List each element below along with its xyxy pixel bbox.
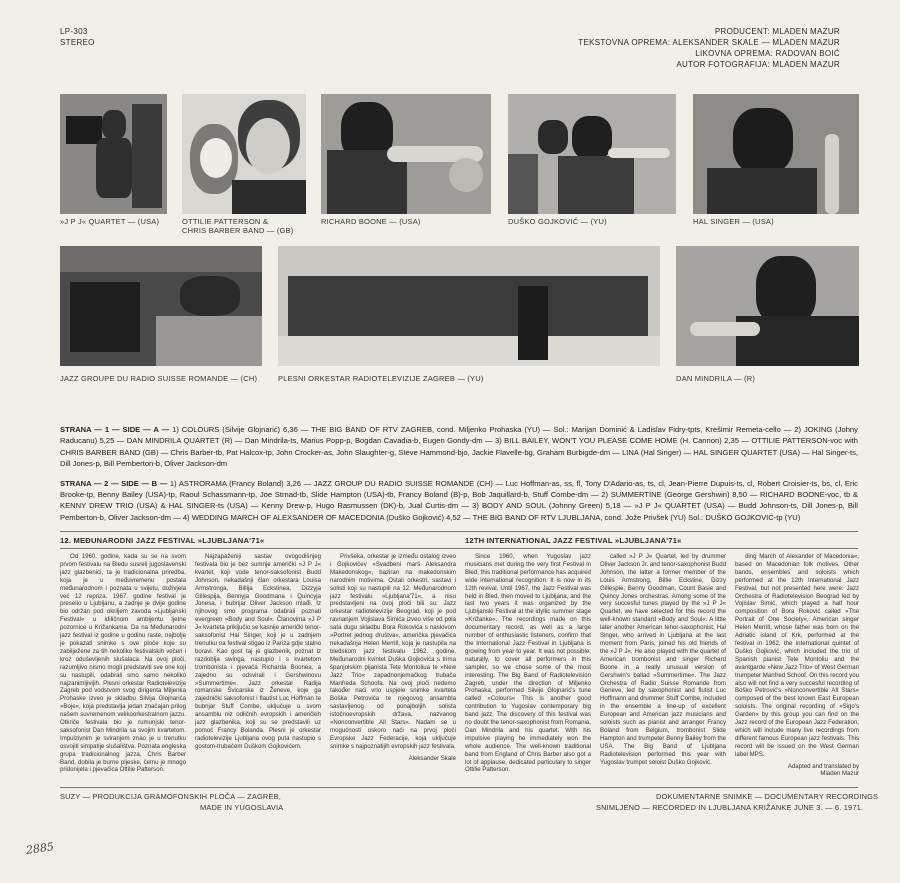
recording-line: SNIMLJENO — RECORDED IN LJUBLJANA KRIŽANKE JUNE 3. — 6. 1971. xyxy=(596,802,864,812)
notes-text: ding March of Alexander of Macedonia«, based on Macedonian folk motives. Other bands, ensembles and soloists which performed at the 12th International Jazz Festival, but not presented here were: Jazz Orchestra of Radiotelevision Beograd led by Vojislav Simić, which played a half hour composition of Bora Roković called »The Portrait of One Society«, American singer Helen Merrill, whose father was born on the Adriatic island of Krk, performed at the festival in 1962, the international quintet of Duško Gojković, which included the trio of Spanish pianist Tete Montoliu and the avantgarde »New Jazz Trio« of West German trumpeter Manfred Schoof. On this record you also will not find a very succesful recording of Boško Petrović's »Nonconvertible All Stars« composed of the best known East European soloists. The original recording of »Sigo's Garden« by this group you can find on the Jazz record of the European Jazz Federation, which will include many live recordings from different famous European jazz festivals. This record will be issued on the West German label MPS. xyxy=(735,553,859,758)
photo-caption: JAZZ GROUPE DU RADIO SUISSE ROMANDE — (CH) xyxy=(60,374,258,383)
translator-name: Mladen Mazur xyxy=(820,770,859,778)
photo-caption: DUŠKO GOJKOVIĆ — (YU) xyxy=(508,217,607,226)
photo-caption: PLESNI ORKESTAR RADIOTELEVIZIJE ZAGREB — (YU) xyxy=(278,374,484,383)
credit-line: PRODUCENT: MLADEN MAZUR xyxy=(714,27,840,36)
notes-column-5 xyxy=(600,553,726,781)
notes-column-1 xyxy=(60,553,186,781)
notes-column-2 xyxy=(195,553,321,781)
handwritten-number: 2885 xyxy=(25,840,55,857)
label-line: MADE IN YUGOSLAVIA xyxy=(200,802,284,812)
translator-line: Adapted and translated by xyxy=(787,762,859,770)
notes-text: Privšeka, orkestar je između ostalog izveo i Gojkovićev »Svadbeni marš Aleksandra Makedonskog«, baziran na makedonskim narodnim motivima. Ostali orkestri, sastavi i solisti koji su nastupili na 12. Međunarodnom jazz festivalu »Ljubljana'71«, a nisu predstavljeni na ovoj ploči bili su: Jazz orkestar radiotelevizije Beograd, koji je pod ravnanjem Vojislava Simića izveo više od pola sata dugu skladbu Bora Rokovića s naslovom »Portret jednog društva«, američka pjevačica nekadašnja Helen Merrill, koja je nastupila na bledskom jazz festivalu 1962. godine, Međunarodni kvintet Duška Gojkovića s trima španjolskim pijanista Tete Montoliua te »New Jazz Trio« zapadnonjemačkog trubača Manfreda Schoofa. Na ovoj ploči nedemo također naći vrlo uspjele snimke kvarteta Boška Petrovića te njegovog ansambla sastavljenog od ponajboljih solista istočnoevropskih država, nazvanog »Nonconvertible All Stars«. Nadam se u mogućnosti uskoro naći na prvoj ploči Evropske Jazz Federacije, koja uključuje snimke s najpoznatijih evropskih jazz festivala. xyxy=(330,553,456,750)
catalog-info xyxy=(60,26,95,48)
side-a xyxy=(60,424,858,470)
label-info xyxy=(60,792,283,813)
notes-text: Since 1960, when Yugoslav jazz musicians met during the very first Festival in Bled, this traditional performance has acquired wide international recognition. It is now in its 12th revival. Until 1967, the Jazz Festival was held in Bled, then moved to Ljubljana, and the last two years it was organized by the Ljubljanski Festival at the idyllic summer stage »Križanke«. The recordings made on this documentary record, as well as a large number of enthusiastic listeners, confirm that the International Jazz Festival in Ljubljana is growing from year to year. It was not possible, naturally, to cover all performers in this sampler, so we chose some of the most interesting. The Big Band of Radiotelevision Zagreb, under the direction of Miljenko Prohaska, performed Silvije Glojnarić's tune called »Colours« This is another good contribution to Yugoslav contemporary big band jazz. The discovery of this festival was no doubt the tenor-saxophonist from Romania, Dan Mindrila and his quartet. With his impulsive playing he immediately won the whole audience. The well-known traditional band from England of Chris Barber also got a lot of applause, dedicated particulary to singer Ottilie Patterson. xyxy=(465,553,591,774)
side-a-label: STRANA — 1 — SIDE — A — xyxy=(60,425,170,434)
photo-dan-mindrila xyxy=(676,246,859,366)
divider xyxy=(60,787,858,788)
author-signature: Aleksander Skale xyxy=(408,754,456,762)
catalog-number: LP-303 xyxy=(60,27,88,36)
track: 2) SUMMERTINE (George Gershwin) 8,50 — RICHARD BOONE-voc, tb & KENNY DREW TRIO (USA) & HAL SINGER-ts (USA) — Kenny Drew-p, Hugo Rasmussen (DK)-b, Jual Curtis-dm — xyxy=(60,490,858,511)
side-b-label: STRANA — 2 — SIDE — B — xyxy=(60,478,168,488)
photo-plesni-orkestar-zagreb xyxy=(278,246,660,366)
credit-line: LIKOVNA OPREMA: RADOVAN BOIĆ xyxy=(695,49,840,58)
track: 3) BODY AND SOUL (Johnny Green) 5,18 — »J P J« QUARTET (USA) — Budd Johnson-ts, Dill Jones-p, Bill Pemberton-b, Oliver Jackson-dm — xyxy=(60,501,858,522)
notes-text: Najzapaženiji sastav ovogodišnjeg festivala bio je bez sumnje američki »J P J« kvartet, koji vode tenor-saksofonist Budd Johnson, nekadašnji član orkestara Louisa Armstronga, Billija Eckstinea, Dizzyja Gillespija, Bennyja Goodmana i Quincyja Jonesa, i bubnjar Oliver Jackson mlađi. Iz njihovog smo programa odabrali poznati evergreen »Body and Soul«. Članovima »J P J« kvarteta priključio se kasnije američki tenor-saksofonist Hal Singer, koji je u zadnjem trenutku na festival stigao iz Pariza gdje stalno boravi. Kao gost taj je glazbenik, poznat iz razdoblja swinga, nastupio i s kvartetom trombonista i pjevača Richarda Boonea, a zajedno su odsvirali i Gershwinovu »Summertime«. Jazz orkestar Radija romanske Švicarske iz Ženeve, koje ga zajednički saksofonist i flautist Luc Hoffman te bubnjar Stuff Combe, uključuje u svom ansamblu niz odličnih evropskih i američkih jazz glazbenika, koji su se predstavili uz pomoć Francy Bolanda. Plesni je orkestar radiotelevizije Ljubljana ovog puta nastupio s gostom-trubačem Duškom Gojkovićem. xyxy=(195,553,321,750)
photo-jpj-quartet xyxy=(60,94,167,214)
label-line: SUZY — PRODUKCIJA GRAMOFONSKIH PLOČA — ZAGREB, xyxy=(60,792,281,801)
track: LINA (Hal Singer) — HAL SINGER QUARTET (USA) — Hal Singer-ts, Dill Jones-p, Bill Pemberton-b, Oliver Jackson-dm xyxy=(60,447,858,469)
credit-line: TEKSTOVNA OPREMA: ALEKSANDER SKALE — MLADEN MAZUR xyxy=(578,38,840,47)
divider xyxy=(60,548,858,549)
credit-line: AUTOR FOTOGRAFIJA: MLADEN MAZUR xyxy=(676,60,840,69)
notes-title-english: 12TH INTERNATIONAL JAZZ FESTIVAL »LJUBLJANA'71« xyxy=(465,536,682,545)
photo-richard-boone xyxy=(321,94,491,214)
notes-text: called »J P J« Quartet, led by drummer Oliver Jackson Jr. and tenor-saxophonist Budd Johnson, the latter a former member of the Louis Armstrong, Billie Eckstine, Dizzy Gillespie, Benny Goodman, Count Basie and Quincy Jones orchestras. Among some of the very succesful tunes played by the »J P J« Quartet, we have selected for this record the well-known standard »Body and Soul«. A little later another American tenor-saxophonist, Hal Singer, who arrived in Ljubljana at the last moment from Paris, joined his old friends of the »J P J«. He also played with the quartet of American trombonist and singer Richard Boone in a really unusual version of Gershwin's ballad »Summertime«. The Jazz Orchestra of Radio Suisse Romande from Geneve, led by saxophonist and flutist Luc Hoffmann and drummer Stuff Combe, included in the ensemble a line-up of excellent European and American jazz musicians and soloists such as pianist and arranger Francy Boland from Belgium, trombonist Slide Hampton and trumpeter Benny Bailey from the USA. The Big Band of Ljubljana Radiotelevision performed this year with Yugoslav trumpet soloist Duško Gojković. xyxy=(600,553,726,766)
track: 3) BILL BAILEY, WON'T YOU PLEASE COME HOME (H. Cannon) 2,35 — OTTILIE PATTERSON-voc with CHRIS BARBER BAND (GB) — Chris Barber-tb, Pat Halcox-tp, John Crocker-as, John Slaughter-g, Steve Hammond-bjo, Jackie Flavelle-bg, Graham Burbigde-dm — xyxy=(60,436,858,457)
track: 1) COLOURS (Silvije Glojnarić) 6,36 — THE BIG BAND OF RTV ZAGREB, cond. Miljenko Prohaska (YU) — Sol.: Marijan Dominić & Ladislav Fidry-tpts, Krešimir Remeta-cello — xyxy=(172,425,792,434)
track: 2) JOKING (Johny Raducanu) 5,25 — DAN MINDRILA QUARTET (R) — Dan Mindrila-ts, Marius Popp-p, Bogdan Cavadia-b, Eugen Gondy-dm — xyxy=(60,425,858,446)
photo-jazz-groupe-suisse-romande xyxy=(60,246,262,366)
recording-info xyxy=(596,792,878,813)
photo-caption: HAL SINGER — (USA) xyxy=(693,217,774,226)
notes-column-3 xyxy=(330,553,456,781)
production-credits xyxy=(578,26,840,70)
photo-caption: RICHARD BOONE — (USA) xyxy=(321,217,421,226)
tracklist xyxy=(60,424,858,531)
notes-title-local: 12. MEĐUNARODNI JAZZ FESTIVAL »LJUBLJANA'71« xyxy=(60,536,265,545)
track: 1) ASTRORAMA (Francy Boland) 3,26 — JAZZ GROUP DU RADIO SUISSE ROMANDE (CH) — Luc Hoffman-as, ss, fl, Tony D'Adario-as, ts, cl, Jean-Pierre Dupuis-ts, cl, Robert Croisier-ts, bs, cl, Eric Brooke-tp, Benny Bailey (USA)-tp, Raoul Schassmann-tp, Joe Strnad-tb, Slide Hampton (USA)-tb, Francy Boland (B)-p, Bob Jaquillard-b, Stuff Combe-dm — xyxy=(60,478,858,500)
photo-caption: CHRIS BARBER BAND — (GB) xyxy=(182,226,294,235)
photo-ottilie-patterson-chris-barber xyxy=(182,94,306,214)
photo-dusko-gojkovic xyxy=(508,94,676,214)
notes-column-6 xyxy=(735,553,859,781)
divider xyxy=(60,531,858,532)
photo-caption: »J P J« QUARTET — (USA) xyxy=(60,217,160,226)
side-b xyxy=(60,478,858,524)
photo-hal-singer xyxy=(693,94,859,214)
notes-text: Od 1960. godine, kada su se na svom prvom festivalu na Bledu susreli jugoslavenski jazz glazbenici, ta je tradicionalna priredba, koja je u međuvremenu postala međunarodnom i poznata u svijetu, doživjela već 12 repriza. 1967. godine festival je preselio u Ljubljanu, a zadnje je dvije godine bio održan pod okriljem zavoda »Ljubljanski Festival« u idiličnom ambijentu ljetne pozornice u Križankama. Da na Međunarodni jazz festival iz godine u godinu raste, najbolje je pokazati snimke s ove ploče koje su zabilježene za tih nekoliko festivalskih večeri i kroz oduševljenih slušalaca. Na ovoj ploči, razumljivo nismo mogli predstaviti sve one koji su nastupili, odabrali smo samo nekoliko najzanimljivijih. Plesni orkestar Radiotelevizije Zagreb pod vodstvom svog dirigenta Miljenka Prohaske izveo je skladbu Silvija Glojnarića »Boje«, koja predstavlja jedan značajan prilog našem suvremenom velikoorkestralnom jazzu. Otkriće festivala bio je rumunjski tenor-saksofonist Dan Mindrila sa svojim kvartetom. Impulzivnim je sviranjem znao je u trenutku osvojiti simpatije slušalištva. Poznata engleska grupa tradicionalnog jazza, Chris Barber Band, dobila je burne pljeske, čemu je mnogo pridonijela i pjevačica Ottilie Patterson. xyxy=(60,553,186,774)
notes-column-4 xyxy=(465,553,591,781)
format-label: STEREO xyxy=(60,38,95,47)
track: 4) WEDDING MARCH OF ALEXSANDER OF MACEDONIA (Duško Gojković) 4,52 — THE BIG BAND OF RTV LJUBLJANA, cond. Jože Privšek (YU) Sol.: DUŠKO GOJKOVIĆ-tp (YU) xyxy=(182,512,801,522)
recording-line: DOKUMENTARNE SNIMKE — DOCUMENTARY RECORDINGS xyxy=(656,792,879,801)
photo-caption: DAN MINDRILA — (R) xyxy=(676,374,756,383)
photo-caption: OTTILIE PATTERSON & xyxy=(182,217,269,226)
